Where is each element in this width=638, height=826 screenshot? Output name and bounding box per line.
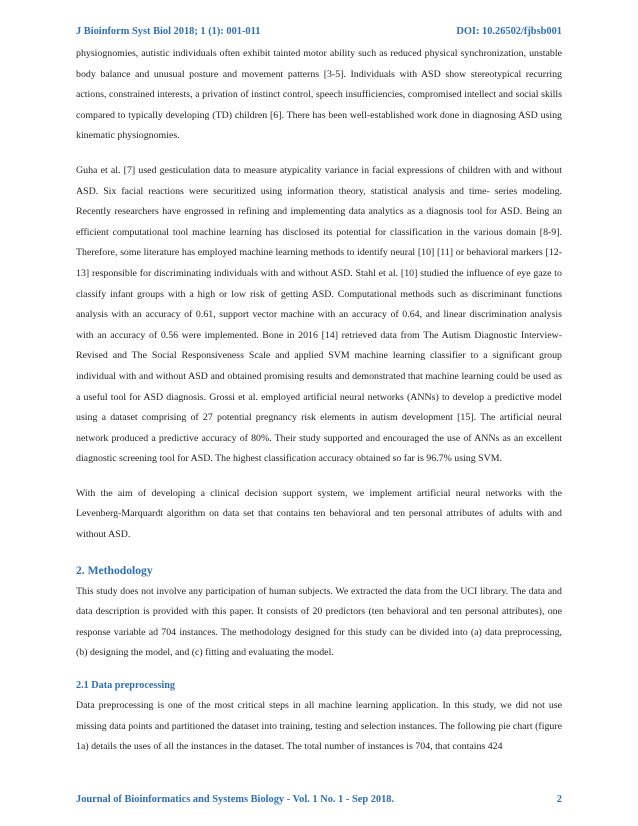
- journal-name: Journal of Bioinformatics and Systems Biology - Vol. 1 No. 1 - Sep 2018.: [76, 794, 395, 805]
- paragraph-1: physiognomies, autistic individuals often exhibit tainted motor ability such as reduced physical synchronization, unstable body balance and unusual posture and movement patterns [3-5]. Individuals with ASD show stereotypical recurring actions, constrained interests, a privation of instinct control, speech insufficiencies, compromised intellect and social skills compared to typically developing (TD) children [6]. There has been well-established work done in diagnosing ASD using kinematic physiognomies.: [76, 48, 562, 142]
- methodology-paragraph: This study does not involve any participation of human subjects. We extracted the data from the UCI library. The data and data description is provided with this paper. It consists of 20 predictors (ten behavioral and ten personal attributes), one response variable ad 704 instances. The methodology designed for this study can be divided into (a) data preprocessing, (b) designing the model, and (c) fitting and evaluating the model.: [76, 585, 562, 659]
- article-body: [76, 44, 562, 758]
- page-number: 2: [556, 794, 562, 805]
- doi: DOI: 10.26502/fjbsb001: [456, 26, 562, 37]
- subsection-heading-data-preprocessing: 2.1 Data preprocessing: [76, 680, 175, 692]
- section-heading-methodology: 2. Methodology: [76, 563, 153, 577]
- page-header: [76, 26, 562, 37]
- paragraph-2: Guha et al. [7] used gesticulation data to measure atypicality variance in facial expressions of children with and without ASD. Six facial reactions were securitized using information theory, statistical analysis and time- series modeling. Recently researchers have engrossed in refining and implementing data analytics as a diagnosis tool for ASD. Being an efficient computational tool machine learning has disclosed its potential for classification in the various domain [8-9]. Therefore, some literature has employed machine learning methods to identify neural [10] [11] or behavioral markers [12-13] responsible for discriminating individuals with and without ASD. Stahl et al. [10] studied the influence of eye gaze to classify infant groups with a high or low risk of getting ASD. Computational methods such as discriminant functions analysis with an accuracy of 0.61, support vector machine with an accuracy of 0.64, and linear discrimination analysis with an accuracy of 0.56 were implemented. Bone in 2016 [14] retrieved data from The Autism Diagnostic Interview-Revised and The Social Responsiveness Scale and applied SVM machine learning classifier to a significant group individual with and without ASD and obtained promising results and demonstrated that machine learning could be used as a useful tool for ASD diagnosis. Grossi et al. employed artificial neural networks (ANNs) to develop a predictive model using a dataset comprising of 27 potential pregnancy risk elements in autism development [15]. The artificial neural network produced a predictive accuracy of 80%. Their study supported and encouraged the use of ANNs as an excellent diagnostic screening tool for ASD. The highest classification accuracy obtained so far is 96.7% using SVM.: [76, 164, 562, 465]
- paragraph-3: With the aim of developing a clinical decision support system, we implement artificial neural networks with the Levenberg-Marquardt algorithm on data set that contains ten behavioral and ten personal attributes of adults with and without ASD.: [76, 487, 562, 541]
- journal-reference: J Bioinform Syst Biol 2018; 1 (1): 001-011: [76, 26, 261, 37]
- preprocessing-paragraph: Data preprocessing is one of the most critical steps in all machine learning application. In this study, we did not use missing data points and partitioned the dataset into training, testing and selection instances. The following pie chart (figure 1a) details the uses of all the instances in the dataset. The total number of instances is 704, that contains 424: [76, 700, 562, 753]
- page-footer: [76, 794, 562, 805]
